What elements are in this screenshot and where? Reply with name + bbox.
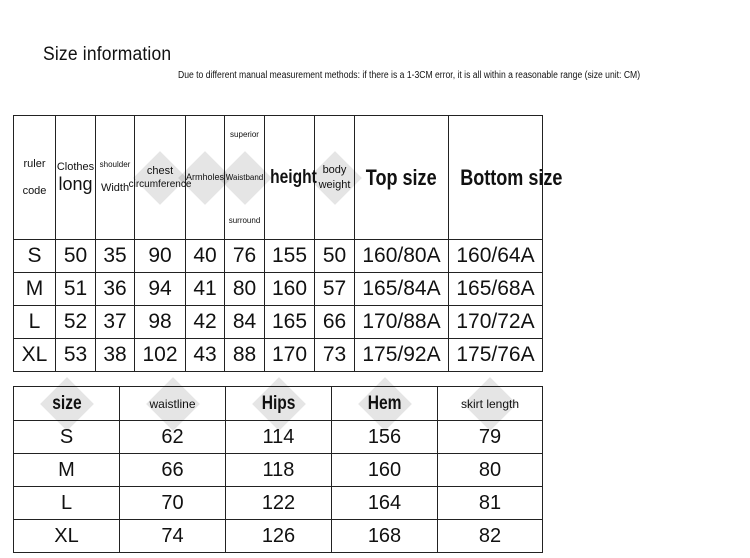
measurement-note: Due to different manual measurement methods: if there is a 1-3CM error, it is all within a reasonable range (size unit: CM) (178, 70, 641, 81)
cell-hem: 156 (332, 421, 438, 454)
cell-armholes: 40 (186, 240, 225, 273)
cell-waistband: 76 (225, 240, 265, 273)
header-surround: surround (228, 216, 261, 225)
header-shoulder: shoulder (99, 159, 131, 169)
header-hem (332, 387, 438, 421)
header-skirt-length-label: skirt length (460, 396, 520, 411)
cell-top-size: 160/80A (355, 240, 449, 273)
header-armholes-label: Armholes (186, 171, 225, 182)
header-skirt-length (438, 387, 543, 421)
header-waistline-label: waistline (149, 396, 196, 411)
cell-hips: 114 (226, 421, 332, 454)
cell-long: 52 (56, 306, 96, 339)
header-waistline (120, 387, 226, 421)
cell-hem: 168 (332, 520, 438, 553)
cell-size: M (14, 454, 120, 487)
cell-armholes: 43 (186, 339, 225, 372)
cell-bottom-size: 175/76A (449, 339, 543, 372)
cell-bottom-size: 170/72A (449, 306, 543, 339)
cell-hips: 126 (226, 520, 332, 553)
cell-height: 155 (265, 240, 315, 273)
cell-skirt-length: 79 (438, 421, 543, 454)
cell-top-size: 175/92A (355, 339, 449, 372)
header-superior: superior (230, 130, 259, 139)
header-hips-label: Hips (261, 392, 296, 414)
table-row (14, 306, 543, 339)
cell-long: 50 (56, 240, 96, 273)
cell-hips: 122 (226, 487, 332, 520)
header-waistband-label: Waistband (225, 173, 264, 182)
header-clothes-long (56, 116, 96, 240)
header-ruler-code (14, 116, 56, 240)
header-waistband (225, 116, 265, 240)
cell-size: L (14, 487, 120, 520)
page-title: Size information (43, 44, 172, 65)
header-bottom-size (449, 116, 563, 240)
cell-waistline: 66 (120, 454, 226, 487)
header-body: body (322, 164, 347, 177)
table-row (14, 487, 543, 520)
header-weight: weight (318, 178, 351, 191)
table-row (14, 273, 543, 306)
cell-height: 160 (265, 273, 315, 306)
cell-size: S (14, 421, 120, 454)
cell-skirt-length: 82 (438, 520, 543, 553)
header-chest: chest (146, 164, 174, 177)
header-size (14, 387, 120, 421)
header-body-weight (315, 116, 355, 240)
cell-waistband: 80 (225, 273, 265, 306)
header-top-size (355, 116, 449, 240)
cell-waistline: 62 (120, 421, 226, 454)
cell-weight: 50 (315, 240, 355, 273)
cell-long: 53 (56, 339, 96, 372)
cell-height: 165 (265, 306, 315, 339)
cell-shoulder: 37 (96, 306, 135, 339)
header-long: long (58, 173, 93, 194)
cell-hips: 118 (226, 454, 332, 487)
cell-waistline: 70 (120, 487, 226, 520)
cell-chest: 90 (135, 240, 186, 273)
header-code: code (22, 184, 47, 197)
cell-skirt-length: 81 (438, 487, 543, 520)
cell-waistband: 88 (225, 339, 265, 372)
cell-code: M (14, 273, 56, 306)
table-row (14, 454, 543, 487)
cell-top-size: 170/88A (355, 306, 449, 339)
header-chest-circumference (128, 116, 192, 240)
cell-code: XL (14, 339, 56, 372)
header-hem-label: Hem (367, 392, 402, 414)
cell-long: 51 (56, 273, 96, 306)
cell-armholes: 41 (186, 273, 225, 306)
cell-hem: 164 (332, 487, 438, 520)
cell-skirt-length: 80 (438, 454, 543, 487)
header-width: Width (100, 181, 130, 194)
header-hips (226, 387, 332, 421)
cell-chest: 98 (135, 306, 186, 339)
cell-weight: 66 (315, 306, 355, 339)
top-header-row (14, 116, 543, 240)
bottom-header-row (14, 387, 543, 421)
header-clothes: Clothes (56, 161, 95, 174)
cell-shoulder: 35 (96, 240, 135, 273)
header-size-label: size (51, 392, 82, 414)
cell-height: 170 (265, 339, 315, 372)
table-row (14, 339, 543, 372)
cell-hem: 160 (332, 454, 438, 487)
header-circumference: circumference (128, 179, 192, 191)
cell-code: S (14, 240, 56, 273)
header-ruler: ruler (23, 158, 46, 171)
bottom-size-table (13, 386, 543, 553)
cell-code: L (14, 306, 56, 339)
cell-bottom-size: 160/64A (449, 240, 543, 273)
table-row (14, 240, 543, 273)
cell-size: XL (14, 520, 120, 553)
cell-weight: 57 (315, 273, 355, 306)
cell-shoulder: 36 (96, 273, 135, 306)
cell-waistband: 84 (225, 306, 265, 339)
cell-chest: 102 (135, 339, 186, 372)
cell-shoulder: 38 (96, 339, 135, 372)
top-size-table (13, 115, 563, 372)
header-armholes (186, 116, 225, 240)
cell-bottom-size: 165/68A (449, 273, 543, 306)
cell-armholes: 42 (186, 306, 225, 339)
header-bottom-size-label: Bottom size (460, 164, 563, 190)
cell-top-size: 165/84A (355, 273, 449, 306)
header-height-label: height (270, 166, 317, 188)
table-row (14, 520, 543, 553)
cell-chest: 94 (135, 273, 186, 306)
cell-waistline: 74 (120, 520, 226, 553)
cell-weight: 73 (315, 339, 355, 372)
header-top-size-label: Top size (366, 164, 437, 190)
